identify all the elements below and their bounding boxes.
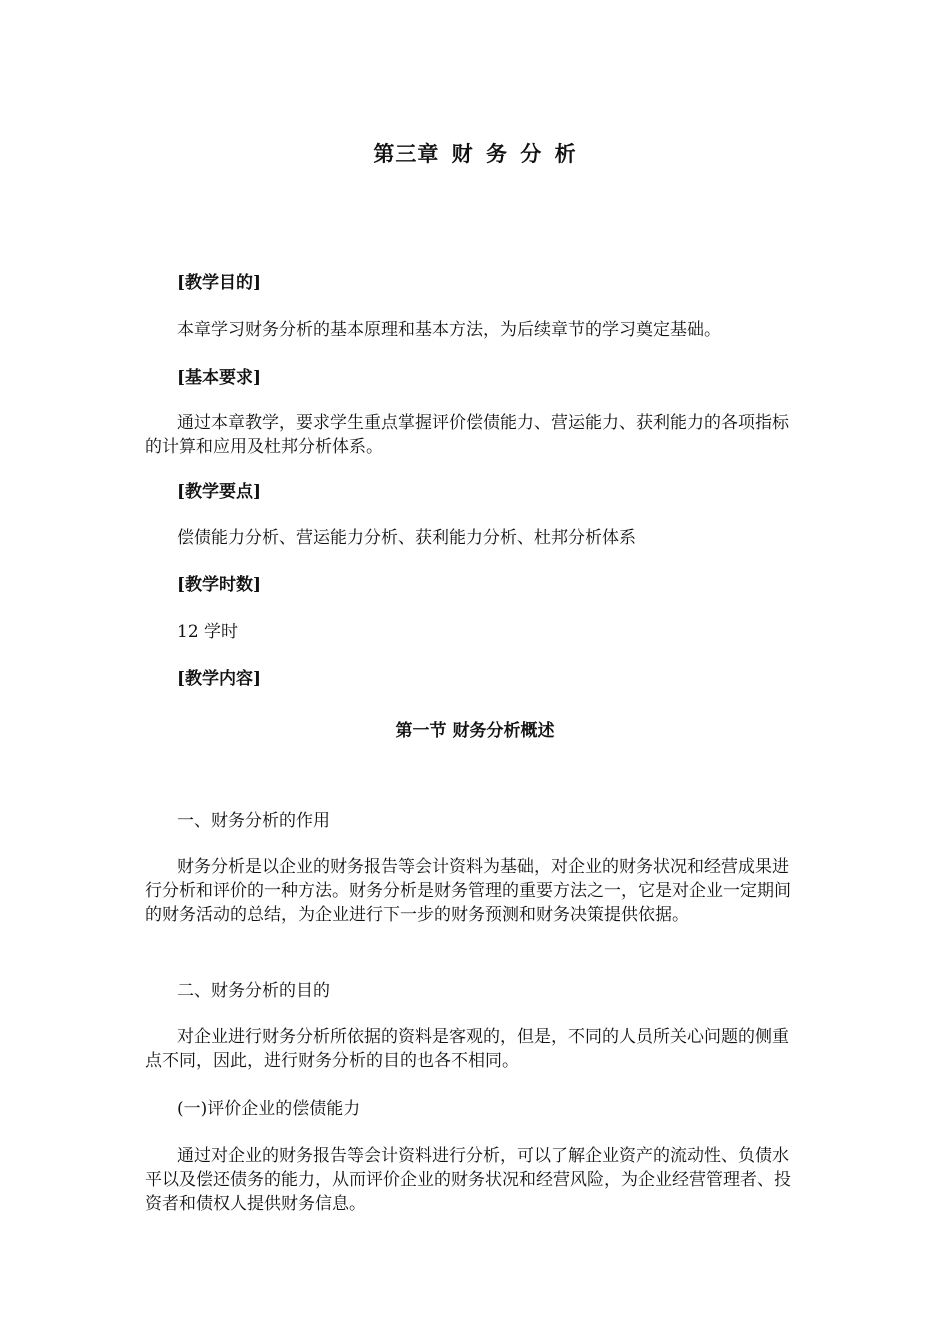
teaching-hours-heading: [教学时数] bbox=[177, 575, 262, 595]
sub1-heading: (一)评价企业的偿债能力 bbox=[177, 1099, 361, 1119]
part2-text: 对企业进行财务分析所依据的资料是客观的，但是，不同的人员所关心问题的侧重点不同，因此，进行财务分析的目的也各不相同。 bbox=[145, 1027, 789, 1071]
part1-heading: 一、财务分析的作用 bbox=[177, 811, 330, 831]
basic-requirements-text: 通过本章教学，要求学生重点掌握评价偿债能力、营运能力、获利能力的各项指标的计算和应用及杜邦分析体系。 bbox=[145, 413, 789, 457]
key-points-heading: [教学要点] bbox=[177, 482, 262, 502]
sub1-text: 通过对企业的财务报告等会计资料进行分析，可以了解企业资产的流动性、负债水平以及偿还债务的能力，从而评价企业的财务状况和经营风险，为企业经营管理者、投资者和债权人提供财务信息。 bbox=[145, 1146, 791, 1214]
basic-requirements-heading: [基本要求] bbox=[177, 368, 262, 388]
teaching-goal-heading: [教学目的] bbox=[177, 273, 262, 293]
chapter-title: 第三章 财 务 分 析 bbox=[373, 141, 577, 166]
teaching-goal-text: 本章学习财务分析的基本原理和基本方法，为后续章节的学习奠定基础。 bbox=[177, 320, 721, 340]
key-points-text: 偿债能力分析、营运能力分析、获利能力分析、杜邦分析体系 bbox=[177, 528, 636, 548]
part2-heading: 二、财务分析的目的 bbox=[177, 981, 330, 1001]
teaching-hours-text: 12 学时 bbox=[177, 622, 239, 642]
part1-text: 财务分析是以企业的财务报告等会计资料为基础，对企业的财务状况和经营成果进行分析和评价的一种方法。财务分析是财务管理的重要方法之一，它是对企业一定期间的财务活动的总结，为企业进行下一步的财务预测和财务决策提供依据。 bbox=[145, 857, 791, 925]
section-title: 第一节 财务分析概述 bbox=[395, 721, 555, 741]
teaching-content-heading: [教学内容] bbox=[177, 669, 262, 689]
